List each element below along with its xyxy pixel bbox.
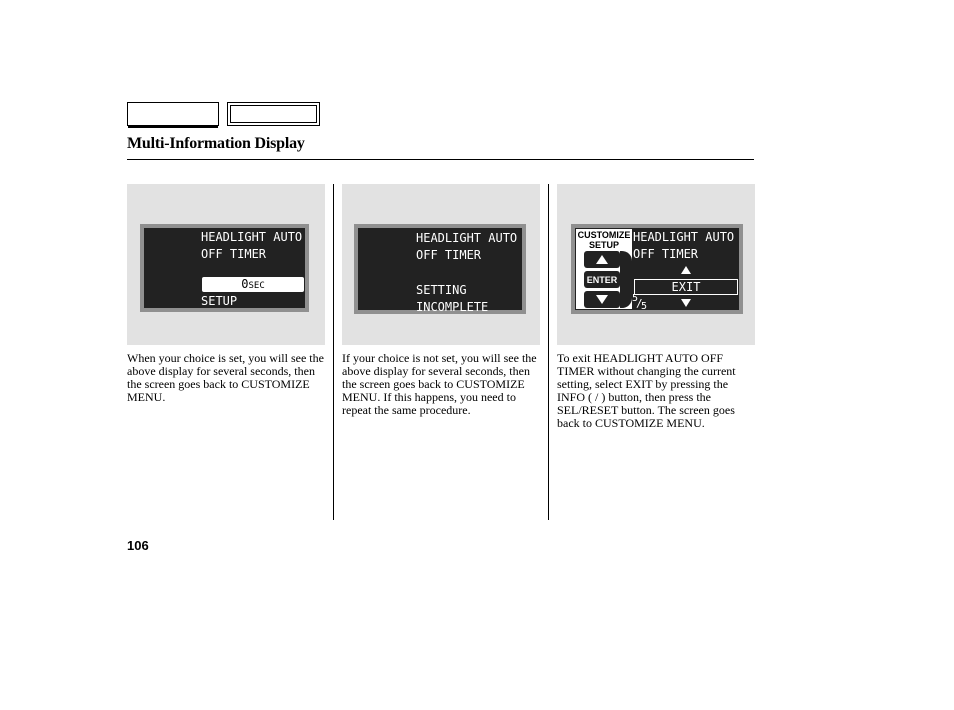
lcd-value-number: 0: [241, 277, 249, 291]
figure-panel-2: [342, 184, 540, 345]
d-shape-decoration: [620, 251, 632, 308]
page-number: 106: [127, 538, 149, 553]
lcd-exit-option: EXIT: [634, 279, 738, 295]
down-arrow-icon: [596, 295, 608, 304]
description-1: When your choice is set, you will see the above display for several seconds, then the screen goes back to CUSTOMIZE MENU.: [127, 351, 324, 404]
page-fraction-slash: /: [636, 297, 643, 310]
column-divider-2: [548, 184, 549, 520]
up-arrow-button: [584, 251, 620, 268]
page-fraction-numerator: 5: [632, 293, 639, 304]
enter-label: ENTER: [586, 275, 618, 285]
lcd-line-setup: SETUP: [201, 294, 238, 308]
lcd-line-off-timer: OFF TIMER: [416, 248, 482, 262]
customize-label: CUSTOMIZE: [577, 230, 631, 240]
lcd-selected-value: [202, 277, 304, 292]
lcd-line-headlight-auto: HEADLIGHT AUTO: [201, 230, 303, 244]
lcd-line-incomplete: INCOMPLETE: [416, 300, 489, 314]
figure-panel-3: [557, 184, 755, 345]
description-2: If your choice is not set, you will see the above display for several seconds, then the screen goes back to CUSTOMIZE MENU. If this happens, you need to repeat the same procedure.: [342, 351, 537, 417]
description-3: To exit HEADLIGHT AUTO OFF TIMER without changing the current setting, select EXIT by pressing the INFO ( / ) button, then press the SEL/RESET button. The screen goes back to CUSTOMIZE MENU.: [557, 351, 736, 430]
lcd-line-off-timer: OFF TIMER: [633, 247, 699, 261]
lcd-line-off-timer: OFF TIMER: [201, 247, 267, 261]
enter-button: [584, 271, 620, 288]
lcd-display-3: [571, 224, 743, 314]
figure-panel-1: [127, 184, 325, 345]
up-arrow-icon: [596, 255, 608, 264]
lcd-line-setting: SETTING: [416, 283, 467, 297]
header-tab-right: [227, 102, 320, 126]
lcd-display-2: [354, 224, 526, 314]
lcd-value-unit: SEC: [248, 281, 265, 291]
lcd-line-headlight-auto: HEADLIGHT AUTO: [633, 230, 735, 244]
lcd-display-1: [140, 224, 309, 312]
header-tab-left: [127, 102, 219, 126]
down-arrow-button: [584, 291, 620, 308]
customize-setup-panel: [576, 229, 632, 309]
setup-label: SETUP: [588, 240, 619, 250]
title-rule: [127, 159, 754, 160]
down-triangle-icon: [681, 299, 691, 307]
lcd-line-headlight-auto: HEADLIGHT AUTO: [416, 231, 518, 245]
column-divider-1: [333, 184, 334, 520]
page-fraction-denominator: 5: [641, 301, 648, 312]
section-title: Multi-Information Display: [127, 135, 305, 152]
up-triangle-icon: [681, 266, 691, 274]
